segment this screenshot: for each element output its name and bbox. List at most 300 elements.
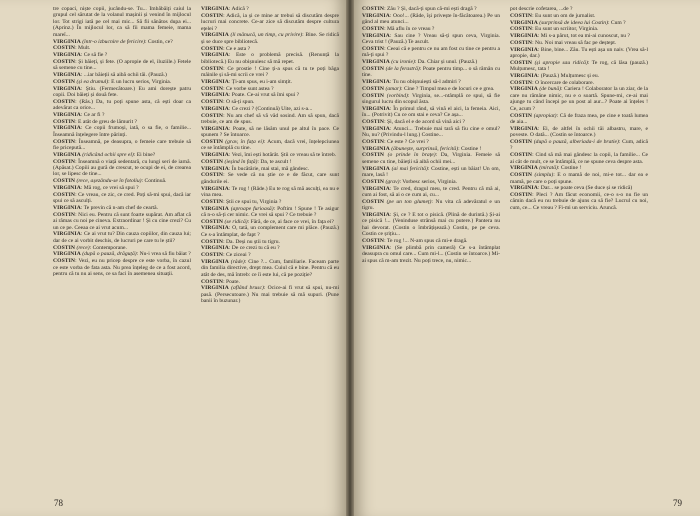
speaker-name: VIRGINIA (201, 105, 229, 112)
dialogue-text: : Da, Virginia. Femeie să semene cu tine, băieții să aibă ochii mei... (362, 152, 500, 165)
dialogue-line (510, 60, 648, 73)
dialogue-text: : Știi ce spui tu, Virginia ? (223, 198, 282, 205)
speaker-name: VIRGINIA (201, 78, 229, 85)
dialogue-text: : Ce ar fi ? (80, 111, 105, 118)
dialogue-text: : Cine ? Timpul mea e de locuri ce e grea. (401, 85, 495, 92)
dialogue-text: : Ce copii frumoși, iată, o sa fie, o familie... Înseamnă înțelegere între părinți. (53, 125, 191, 138)
stage-direction: (după o pauză, alberiada-i de bratie) (533, 138, 619, 145)
dialogue-line (362, 245, 500, 264)
speaker-name: VIRGINIA (53, 72, 81, 79)
speaker-name: COSTIN (53, 211, 76, 218)
dialogue-text: : Ocice-ai fi vrut să spui, nu-mi pasă. (Persecutoare.) Nu mai trebuie să mă supuri. (Pune banii în buzunar.) (201, 285, 339, 305)
dialogue-line (53, 258, 191, 277)
dialogue-line (362, 179, 500, 185)
dialogue-line (510, 86, 648, 112)
speaker-name: VIRGINIA (53, 111, 81, 118)
dialogue-text: : Mi s-a părut, tot ea mi-ai cunoscut, nu ? (537, 33, 630, 39)
dialogue-line (362, 238, 500, 244)
dialogue-text: : E o mamă de noi, mi-e tot... dar ea e mamă, pe care o poți spune. (510, 172, 648, 185)
speaker-name: VIRGINIA (201, 258, 229, 265)
speaker-name: COSTIN (510, 59, 533, 66)
dialogue-text: : În primul rând, să vină el aici, la femeia. Aici, în... (Potrivit) Cu ce om stai e ceva? Ce așa... (362, 105, 500, 119)
dialogue-line (201, 66, 339, 79)
dialogue-text: : Ce e asta ? (223, 45, 251, 52)
dialogue-text: : Ei, de altfel în ochii tăi albastru, mare, e poveste. O dată... (Costin se întoarce.) (510, 125, 648, 139)
speaker-name: COSTIN (201, 65, 224, 72)
dialogue-text: : Cum ? (607, 19, 626, 26)
dialogue-text: : Nu-i vrea să fiu băiat ? (136, 251, 191, 258)
dialogue-line (362, 79, 500, 85)
dialogue-line (201, 259, 339, 278)
dialogue-line (201, 13, 339, 32)
dialogue-line (362, 119, 500, 125)
dialogue-line (53, 192, 191, 205)
dialogue-text: : Ce este ? Ce vrei ? (384, 138, 429, 145)
stage-direction: (cu ironie) (391, 59, 415, 66)
stage-direction: (grav) (385, 178, 400, 185)
right-page (354, 0, 700, 516)
speaker-name: VIRGINIA (53, 251, 81, 258)
speaker-name: COSTIN (201, 158, 224, 165)
speaker-name: COSTIN (201, 238, 224, 245)
dialogue-line (53, 72, 191, 78)
book-gutter (346, 0, 354, 516)
dialogue-line (362, 86, 500, 92)
speaker-name: COSTIN (53, 118, 76, 125)
dialogue-text: : Ei bine? (133, 151, 156, 158)
dialogue-text: : Ți-am spus, eu i-am simțit. (228, 78, 293, 85)
speaker-name: VIRGINIA (362, 244, 390, 251)
speaker-name: COSTIN (53, 78, 76, 85)
dialogue-text: : Da, te ascult ! (257, 158, 292, 165)
dialogue-line (362, 33, 500, 46)
dialogue-line (53, 125, 191, 138)
dialogue-text: : Te previn că n-am chef de ceartă. (80, 204, 158, 211)
speaker-name: VIRGINIA (510, 46, 538, 53)
dialogue-line (510, 139, 648, 152)
stage-direction: (de la ferastră) (385, 65, 420, 72)
dialogue-text: : Ce prostie ! Cine ți-a spus că tu te poți băga mâinile și să-mi scrii ce vrei ? (201, 65, 339, 79)
dialogue-text: : Tu nu obișnuiești să-l admiri ? (389, 79, 461, 86)
stage-direction: (după o pauză, drăguță) (82, 251, 137, 258)
dialogue-line (201, 285, 339, 304)
dialogue-line (362, 66, 500, 79)
dialogue-line (362, 6, 500, 12)
stage-direction: (rece, așezându-se în fotoliu) (76, 178, 142, 185)
dialogue-text: : Cind să mă mai gândesc la copii, la familie... Ce ai cât de mult, ce se întâmplă, ce ne spune ceva despre asta. (510, 152, 648, 165)
speaker-name: COSTIN (201, 85, 224, 92)
dialogue-line (201, 199, 339, 205)
dialogue-text: : Te rog, că lăsa (pauză.) Mulțumesc, tata ! (510, 59, 648, 73)
dialogue-text: : Ceeai că e pentru ce nu am fost cu tine ce pentru a mă-ți spui ? (362, 45, 500, 59)
dialogue-text: : Contemporane. (89, 244, 127, 251)
dialogue-line (201, 79, 339, 85)
dialogue-line (510, 185, 648, 191)
dialogue-line (362, 139, 500, 145)
dialogue-line (201, 6, 339, 12)
dialogue-text: : Mă rog, ce vrei să spui ? (80, 184, 139, 191)
dialogue-line (510, 26, 648, 32)
dialogue-text: : Bine, bine... Zău. Tu ești așa un naiv. (Vrea să-l apropie, dar.) (510, 46, 648, 59)
dialogue-line (53, 112, 191, 118)
speaker-name: COSTIN (201, 198, 224, 205)
speaker-name: COSTIN (362, 152, 385, 159)
stage-direction: (o prinde în brațe) (387, 152, 436, 159)
stage-direction: (apropiat) (533, 112, 557, 119)
speaker-name: VIRGINIA (53, 151, 81, 158)
stage-direction: (simplu) (534, 172, 554, 179)
dialogue-line (362, 212, 500, 238)
dialogue-text: : Pleci ? Am făcut economii, ce-o s-o nu fie un cămin dacă eu nu trebuie de ajuns ca să fie? Lucrul cu noi, cum, ce... Ce vreau ? Fi-mi un serviciu. Aruncă. (510, 192, 648, 211)
speaker-name: COSTIN (362, 138, 385, 145)
speaker-name: COSTIN (201, 45, 224, 52)
dialogue-text: : Continuă. (141, 178, 167, 185)
dialogue-text: : Se vede că nu știe ce e de făcut, care sunt gândurile ei. (201, 172, 339, 185)
stage-direction: (ăbunește, surprinsă, fericită) (391, 145, 459, 152)
stage-direction: (se ridică) (224, 218, 248, 225)
dialogue-line (201, 32, 339, 45)
dialogue-line (362, 93, 500, 106)
dialogue-text: : Și, dacă el e de acord să vină aici ? (384, 118, 465, 125)
stage-direction: (pe un ton glumeț) (386, 198, 432, 205)
dialogue-text: : E atât de greu de lămurit ? (75, 118, 138, 125)
speaker-name: COSTIN (362, 85, 385, 92)
dialogue-text: : (Se plimbă prin cameră) Ce s-a întâmplat deasupra cu omul care... Cum mi-l... (Costin se întoarce.) Mi-ai spus că m-am trezit. Nu poți trece, nu, nimic... (362, 244, 500, 264)
stage-direction: (mirată) (539, 165, 558, 172)
stage-direction: (ieșind în față) (224, 158, 258, 165)
speaker-name: VIRGINIA (362, 165, 390, 172)
dialogue-line (201, 225, 339, 238)
speaker-name: VIRGINIA (362, 145, 390, 152)
dialogue-text: : Nu vita că adevăratul e un tigru. (362, 198, 500, 212)
dialogue-line (53, 185, 191, 191)
dialogue-line (201, 106, 339, 112)
dialogue-line (201, 239, 339, 245)
dialogue-text: : Fără, de ce, ai face ce vrei, în fața ei? (247, 218, 334, 225)
speaker-name: VIRGINIA (53, 125, 81, 132)
dialogue-text: : Nu am chef să vă văd sosind. Am să spun, dacă trebuie, ce am de spus. (201, 112, 339, 125)
speaker-name: COSTIN (510, 152, 533, 159)
stage-direction: (de bună) (539, 86, 562, 93)
dialogue-line (53, 79, 191, 85)
speaker-name: COSTIN (362, 118, 385, 125)
speaker-name: COSTIN (53, 138, 76, 145)
speaker-name: COSTIN (362, 25, 385, 32)
speaker-name: VIRGINIA (201, 225, 229, 232)
dialogue-line (53, 139, 191, 152)
speaker-name: COSTIN (53, 178, 76, 185)
dialogue-line (53, 6, 191, 38)
speaker-name: VIRGINIA (53, 204, 81, 211)
dialogue-line (201, 186, 339, 199)
dialogue-line (362, 126, 500, 139)
dialogue-text: pot descrie cofetarea, ...de ? (510, 6, 573, 12)
dialogue-line (201, 99, 339, 105)
speaker-name: VIRGINIA (362, 59, 390, 66)
dialogue-text: : Și băieți, și fete. (O apropie de el, iluziile.) Fetele să semene cu tine... (53, 58, 191, 72)
dialogue-line (53, 251, 191, 257)
speaker-name: VIRGINIA (510, 86, 538, 93)
speaker-name: VIRGINIA (53, 52, 81, 59)
dialogue-line (201, 52, 339, 65)
dialogue-line (510, 6, 648, 12)
dialogue-line (201, 152, 339, 158)
dialogue-line (362, 152, 500, 165)
dialogue-line (201, 113, 339, 126)
dialogue-text: : Da. Deși nu știi tu tigru. (223, 238, 280, 245)
dialogue-text: : Ce vorbe sunt astea ? (223, 85, 274, 92)
dialogue-text: : Eu sunt un om de jurnalist. (532, 12, 596, 19)
speaker-name: VIRGINIA (362, 211, 390, 218)
speaker-name: VIRGINIA (53, 85, 81, 92)
dialogue-text: : Cariera ! Colaborator la un ziar, de la care nu rămâne nimic, nu e o soartă. Spune-mi, ce-ai mai ajunge tu când începi pe un post al aur...? Poate ai înțeles ! Ce, acum ? (510, 86, 648, 112)
right-page-number: 79 (673, 498, 682, 508)
dialogue-text: : Și, ce ? E tot o pisică. (Plină de durintă.) Și-ai ce pisică !... (Veninduse strânsă mai cu putere.) Pantera nu hai devorat. (Costin o îmbrățișează.) Costin, pe pe ceva. Costin ce șrițiu... (362, 211, 500, 238)
dialogue-text: : Poftim ! Spune ! Te asigur că n-o să-ți cer nimic. Ce vrei să spui ? Ce trebuie ? (201, 205, 339, 218)
dialogue-text: : Înseamnă o viață sedentară, cu lungi seri de iarnă. (Apăsat.) Copiii au gură de crescut, te ocupi de ei, de crearea lor, se lipesc de tine... (53, 158, 191, 178)
speaker-name: VIRGINIA (362, 105, 390, 112)
dialogue-line (510, 152, 648, 165)
dialogue-text: : Mă aflu în ce vreau ? (384, 25, 435, 32)
speaker-name: VIRGINIA (201, 92, 229, 99)
stage-direction: (aproape furioasă) (230, 205, 274, 212)
stage-direction: (li mănucă, un timp, cu privire) (230, 32, 303, 39)
speaker-name: VIRGINIA (201, 6, 229, 12)
dialogue-text: : Mult. (75, 45, 91, 52)
speaker-name: VIRGINIA (53, 38, 81, 45)
speaker-name: COSTIN (201, 138, 224, 145)
speaker-name: COSTIN (201, 252, 224, 259)
dialogue-text: : O încercare de colaborare. (532, 79, 595, 86)
speaker-name: VIRGINIA (53, 231, 81, 238)
stage-direction: (ai mai fericită) (391, 165, 428, 172)
speaker-name: COSTIN (510, 26, 533, 33)
dialogue-text: : Știu. (Fermecătoare.) Eu ami dorește patru copii. Doi băieți și două fete. (53, 85, 191, 98)
speaker-name: COSTIN (510, 112, 533, 119)
dialogue-text: : Este o problemă precisă. (Renunță la bibliotecă.) Eu nu obișnuiesc să mă repet. (201, 52, 339, 65)
dialogue-text: : E un lucru serios, Virginia. (108, 78, 172, 85)
dialogue-text: : Înseamnă, pe deasupra, o femeie care trebuie să fie pricepută... (53, 138, 191, 152)
dialogue-text: : Poate pentru timp... o să rămân cu tine. (362, 65, 500, 79)
dialogue-line (201, 92, 339, 98)
speaker-name: VIRGINIA (362, 125, 390, 132)
dialogue-text: : Că de fraza mea, pe cine e toată lumea de aia... (510, 112, 648, 125)
dialogue-text: : Vezi, îmi ești hotărât. Știi ce vreau să te întreb. (228, 152, 337, 159)
dialogue-text: : (Râs.) Da, tu poți spune asta, că ești doar ca adevărat ca orice... (53, 98, 191, 112)
dialogue-line (362, 46, 500, 59)
speaker-name: COSTIN (510, 192, 533, 199)
speaker-name: COSTIN (362, 6, 385, 12)
left-page-column-2 (201, 6, 339, 492)
dialogue-line (510, 165, 648, 171)
speaker-name: VIRGINIA (201, 165, 229, 172)
right-page-column-2 (510, 6, 648, 492)
dialogue-text: : Atunci... Trebuie mai tară să fiu cine e omul? Nu, nu? (Privindu-l lung.) Costine... (362, 125, 500, 139)
stage-direction: (amar) (385, 85, 402, 92)
dialogue-text: : Cum, adică ? (510, 138, 648, 152)
dialogue-line (510, 20, 648, 26)
dialogue-text: : (Pauză.) Mulțumesc și eu. (537, 72, 600, 79)
dialogue-text: : Ce ziceai ? (223, 252, 251, 259)
stage-direction: (vorbind) (386, 92, 408, 99)
speaker-name: VIRGINIA (362, 79, 390, 86)
dialogue-text: : Poate, să ne lăsăm unul pe altul în pace. Ce spunem ? Se întoarce. (201, 125, 339, 139)
dialogue-line (510, 13, 648, 19)
speaker-name: VIRGINIA (201, 52, 229, 59)
dialogue-text: : ...iar băieții să aibă ochii tăi. (Pauză.) (80, 72, 167, 79)
speaker-name: VIRGINIA (201, 152, 229, 159)
speaker-name: COSTIN (201, 172, 224, 179)
dialogue-text: : În bucătărie, mai stai, mă gândesc. (228, 165, 310, 172)
speaker-name: COSTIN (510, 138, 533, 145)
dialogue-text: : Nu. Noi mai vreau să fac pe deștept. (532, 39, 617, 46)
dialogue-text: : Sau cine ? Vreau să-ți spun ceva, Virginia. Ceva trist ! (Pauză.) Te ascult. (362, 32, 500, 46)
dialogue-text: tre copaci, niște copii, jucându-se. Tu... Îmbăbăiți caiul la grupul cel sărutat de la volanul mașinii și venind în mijlocul lor. Tot strigi iată pe cel mai mic... Să fii sănătos dupa ei... (Aprinz.) În mijlocul lor, ca să fii mama femeie, mama mareî... (53, 6, 191, 38)
left-page-column-1 (53, 6, 191, 492)
speaker-name: COSTIN (362, 45, 385, 52)
dialogue-line (510, 73, 648, 79)
dialogue-line (53, 205, 191, 211)
speaker-name: COSTIN (510, 39, 533, 46)
stage-direction: (râde) (230, 258, 245, 265)
speaker-name: COSTIN (201, 99, 224, 106)
speaker-name: COSTIN (201, 278, 224, 285)
dialogue-line (53, 152, 191, 158)
stage-direction: (surprinsă de ideea lui Costin) (539, 19, 608, 26)
dialogue-line (510, 172, 648, 185)
speaker-name: VIRGINIA (510, 72, 538, 79)
dialogue-text: : Te rog ! (Râde.) Eu te rog să mă asculți, ea nu e vina mea. (201, 185, 339, 199)
speaker-name: COSTIN (362, 178, 385, 185)
stage-direction: (și apropie sau ridică) (534, 59, 588, 66)
speaker-name: VIRGINIA (201, 245, 229, 252)
dialogue-text: : Costine ! (557, 165, 582, 172)
speaker-name: VIRGINIA (510, 185, 538, 192)
dialogue-text: : Dar... se poate ceva (Se duce și se ridică) (537, 185, 633, 192)
dialogue-line (53, 52, 191, 58)
speaker-name: VIRGINIA (510, 19, 538, 26)
stage-direction: (și ea drumul) (76, 78, 109, 85)
speaker-name: VIRGINIA (362, 12, 390, 19)
speaker-name: COSTIN (53, 45, 76, 52)
speaker-name: COSTIN (201, 218, 224, 225)
dialogue-line (201, 172, 339, 185)
dialogue-line (362, 186, 500, 199)
dialogue-line (510, 113, 648, 126)
dialogue-line (53, 99, 191, 112)
dialogue-text: : Virginia, se...-ntâmplă ce spui, să fie singurul lucru din scopul ăsta. (362, 92, 500, 106)
speaker-name: COSTIN (362, 198, 385, 205)
speaker-name: COSTIN (201, 112, 224, 119)
speaker-name: VIRGINIA (510, 33, 538, 39)
dialogue-text: : Adică ? (228, 6, 249, 12)
speaker-name: VIRGINIA (53, 184, 81, 191)
dialogue-text: : Zău ? Și, dacă-ți spun că-mi ești dragă ? (384, 6, 477, 12)
right-page-column-1 (362, 6, 500, 492)
left-page (0, 0, 346, 516)
speaker-name: COSTIN (510, 79, 533, 86)
dialogue-line (362, 26, 500, 32)
speaker-name: VIRGINIA (201, 32, 229, 39)
dialogue-line (362, 199, 500, 212)
dialogue-text: : De ce crezi tu că eu ? (228, 245, 280, 252)
stage-direction: (ridicând ochii spre el) (82, 151, 134, 158)
speaker-name: VIRGINIA (201, 205, 229, 212)
dialogue-line (362, 106, 500, 119)
speaker-name: COSTIN (362, 92, 385, 99)
dialogue-text: : Bine. Se ridică și se duce spre bibliotecă. (201, 32, 339, 45)
dialogue-line (362, 59, 500, 65)
stage-direction: (rece) (76, 244, 90, 251)
speaker-name: COSTIN (53, 98, 76, 105)
dialogue-text: : Vezi, eu nu pricep despre ce este vorba, în cazul ce este vorba de fata asta. Nu prea înțeleg de ce a fost acord, pentru că tu nu ai sens, ce sa faci în asemenea situații. (53, 258, 191, 277)
speaker-name: COSTIN (53, 158, 76, 165)
speaker-name: VIRGINIA (510, 165, 538, 172)
dialogue-line (53, 59, 191, 72)
dialogue-line (53, 231, 191, 244)
dialogue-line (53, 86, 191, 99)
dialogue-text: : Ooo!... (Râde, își privește în-făcătoarea.) Pe un gând al meu atunci... (362, 12, 500, 26)
dialogue-text: : Te cred, dragul meu, te cred. Pentru că mă ai, cum ai fost, să ai o ce cum ai, cu... (362, 185, 500, 199)
dialogue-line (201, 139, 339, 152)
dialogue-text: : Ce ai vrut tu? Din cauza copiilor, din cauza lui; dar de ce ai vorbit deschis, de lucruri pe care tu le știi? (53, 231, 191, 244)
dialogue-line (201, 86, 339, 92)
speaker-name: VIRGINIA (362, 185, 390, 192)
dialogue-text: : Acum, dacă vrei, înțelepciunea ce se întâmplă cu tine. (201, 138, 339, 152)
speaker-name: VIRGINIA (201, 185, 229, 192)
dialogue-text: : O, tată, un complement care mi plăce. (Pauză.) Ce s-a întâmplat, de fapt ? (201, 225, 339, 238)
speaker-name: COSTIN (362, 65, 385, 72)
dialogue-text: : Cine ?... Cum, familiarie. Faceam parte din familia directive, drept mea. Cuiul că e bine. Pentru că eu atât de des, mă întreb: ce îi este lui, că pe poziție? (201, 258, 339, 278)
dialogue-line (362, 166, 500, 179)
speaker-name: COSTIN (53, 258, 76, 265)
dialogue-line (362, 13, 500, 26)
speaker-name: VIRGINIA (201, 285, 229, 292)
dialogue-text: : Te rog !... N-am spus că mi-e dragă. (384, 238, 468, 245)
dialogue-text: : Vorbesc serios, Virginia. (399, 178, 457, 185)
dialogue-line (53, 178, 191, 184)
dialogue-line (201, 206, 339, 219)
dialogue-text: : Poate. Ce-ai vrut să îmi spui ? (228, 92, 300, 99)
dialogue-text: : Ce vreau, ce zic, ce cred. Poți să-mi spui, dacă iar spui ce să asculți. (53, 191, 191, 205)
dialogue-line (510, 40, 648, 46)
speaker-name: COSTIN (53, 244, 76, 251)
dialogue-line (53, 39, 191, 45)
left-page-number: 78 (54, 498, 63, 508)
dialogue-text: : Adică, ia și ce mine ar trebui să discutăm despre lucruri mai concrete. Ce-ar zice să discutăm despre cultura ețelei ? (201, 12, 339, 32)
dialogue-line (510, 192, 648, 211)
dialogue-line (201, 159, 339, 165)
speaker-name: COSTIN (53, 58, 76, 65)
dialogue-text: : Costine, ești un băiat! Un om, mare, lasă ! (362, 165, 500, 179)
dialogue-text: : Costine ! (458, 145, 482, 152)
dialogue-text: : Nici eu. Pentru că sunt foarte supărat. Am aflat că ai rămas cu noi pe cineva. Extraordinar ! Și cu cine crezi? Cu un ce pe. Ceeaa ce ai vrut acum... (53, 211, 191, 231)
dialogue-text: : Ce crezi ? (Continuă) Uite, azi s-a... (228, 105, 313, 112)
dialogue-line (201, 126, 339, 139)
speaker-name: VIRGINIA (201, 125, 229, 132)
dialogue-line (510, 126, 648, 139)
dialogue-text: : Eu sunt un scriitor, Virginia. (532, 26, 599, 33)
speaker-name: COSTIN (510, 12, 533, 19)
dialogue-text: : Da. Chiar și unul. (Pauză.) (414, 59, 478, 66)
dialogue-line (53, 45, 191, 51)
speaker-name: VIRGINIA (362, 32, 390, 39)
speaker-name: COSTIN (201, 12, 224, 19)
stage-direction: (grav, în fața ei) (225, 138, 264, 145)
dialogue-text: : Ce să fie ? (80, 52, 108, 59)
stage-direction: (aflând brusc) (231, 285, 264, 292)
dialogue-line (510, 47, 648, 60)
